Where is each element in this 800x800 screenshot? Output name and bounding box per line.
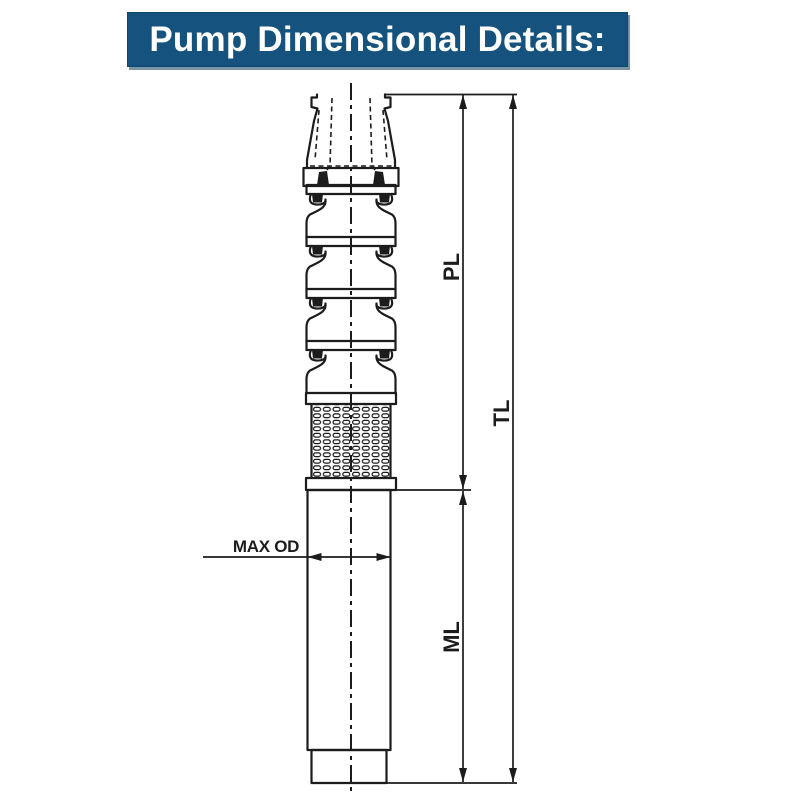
arrow-right-icon [377,553,391,561]
arrow-down-icon [459,475,467,489]
dimension-label-pl: PL [438,252,464,282]
extension-lines [384,95,517,784]
page-title: Pump Dimensional Details: [149,19,606,59]
arrow-up-icon [509,95,517,109]
dimension-label-tl: TL [488,399,514,427]
dimension-label-max-od: MAX OD [232,537,300,556]
arrow-down-icon [459,768,467,782]
motor-body [308,490,391,750]
dimension-ml [439,491,467,782]
dimension-max-od [203,537,391,561]
arrow-up-icon [459,491,467,505]
dimension-pl [439,95,467,489]
arrow-down-icon [509,768,517,782]
dimension-label-ml: ML [438,621,464,653]
arrow-up-icon [459,95,467,109]
dimension-tl [489,95,517,782]
arrow-left-icon [308,553,322,561]
end-bell [312,750,387,783]
